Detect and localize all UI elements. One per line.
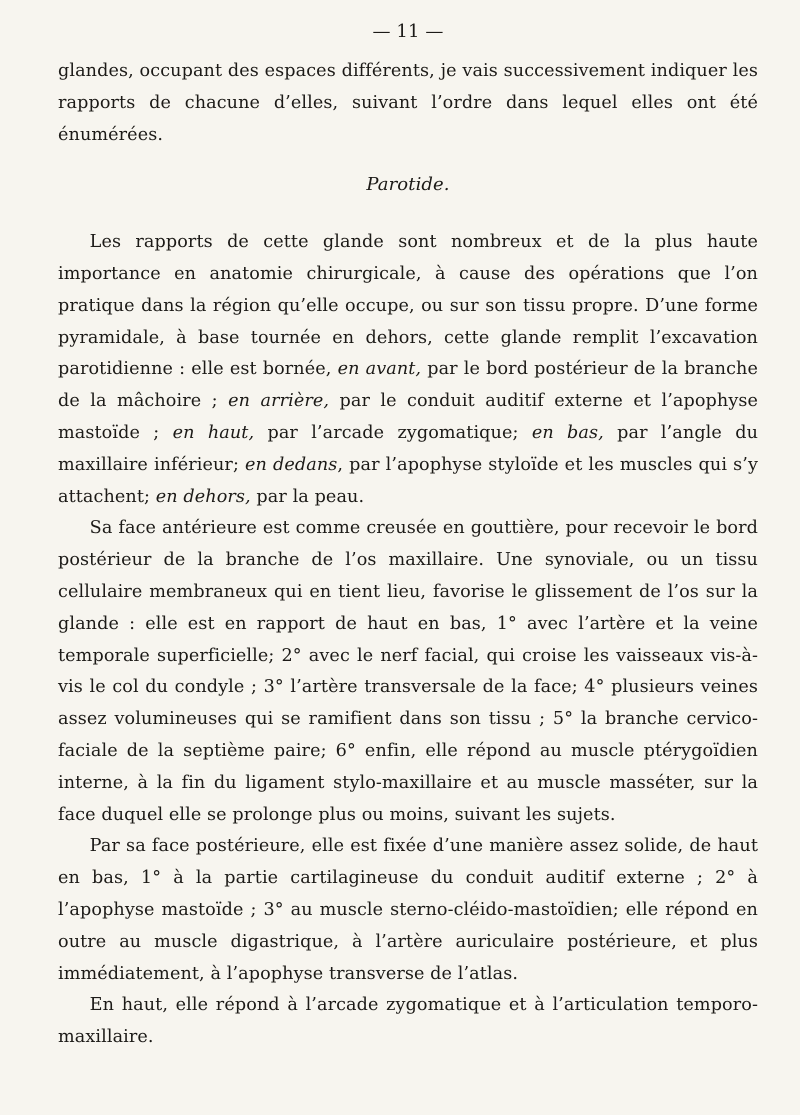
italic-phrase: en avant, — [337, 359, 422, 380]
paragraph-rapports — [58, 227, 758, 513]
italic-phrase: en dedans — [245, 454, 338, 475]
paragraph-face-anterieure: Sa face antérieure est comme creusée en gouttière, pour recevoir le bord postérieur de la branche de l’os maxillaire. Une synoviale, ou un tissu cellulaire membraneux qui en tient lieu, favorise le glissement de l’os sur la glande : elle est en rapport de haut en bas, 1° avec l’artère et la veine temporale superficielle; 2° avec le nerf facial, qui croise les vaisseaux vis-à-vis le col du condyle ; 3° l’artère transversale de la face; 4° plusieurs veines assez volumineuses qui se ramifient dans son tissu ; 5° la branche cervico-faciale de la septième paire; 6° enfin, elle répond au muscle ptérygoïdien interne, à la fin du ligament stylo-maxillaire et au muscle masséter, sur la face duquel elle se prolonge plus ou moins, suivant les sujets. — [58, 518, 758, 825]
section-heading: Parotide. — [366, 174, 450, 196]
text-run: par la peau. — [250, 486, 365, 507]
italic-phrase: en bas, — [531, 422, 604, 443]
text-run: par l’angle du maxillaire inférieur; — [58, 422, 759, 475]
text-run: Les rapports de cette glande sont nombreux et de la plus haute importance en anatomie chirurgicale, à cause des opérations que l’on pratique dans la région qu’elle occupe, ou sur son tissu propre. D’une forme pyramidale, à base tournée en dehors, cette glande remplit l’excavation parotidienne : elle est bornée, — [58, 232, 758, 380]
text-run: par l’arcade zygomatique; — [254, 422, 532, 443]
italic-phrase: en haut, — [172, 422, 255, 443]
italic-phrase: en dehors, — [155, 486, 251, 507]
intro-paragraph: glandes, occupant des espaces différents, je vais successivement indiquer les rapports de chacune d’elles, suivant l’ordre dans lequel elles ont été énumérées. — [58, 61, 758, 145]
paragraph-en-haut: En haut, elle répond à l’arcade zygomatique et à l’articulation temporo-maxillaire. — [58, 995, 758, 1048]
page-number: — 11 — — [372, 21, 444, 42]
text-run: par le conduit auditif externe et l’apophyse mastoïde ; — [58, 391, 759, 443]
paragraph-face-posterieure: Par sa face postérieure, elle est fixée d’une manière assez solide, de haut en bas, 1° à la partie cartilagineuse du conduit auditif externe ; 2° à l’apophyse mastoïde ; 3° au muscle sterno-cléido-mastoïdien; elle répond en outre au muscle digastrique, à l’artère auriculaire postérieure, et plus immédiatement, à l’apophyse transverse de l’atlas. — [58, 836, 758, 984]
italic-phrase: en arrière, — [228, 391, 330, 412]
text-run: , par l’apophyse styloïde et les muscles qui s’y attachent; — [58, 454, 758, 507]
document-page — [58, 18, 758, 1054]
text-run: par le bord postérieur de la branche de la mâchoire ; — [58, 359, 758, 412]
